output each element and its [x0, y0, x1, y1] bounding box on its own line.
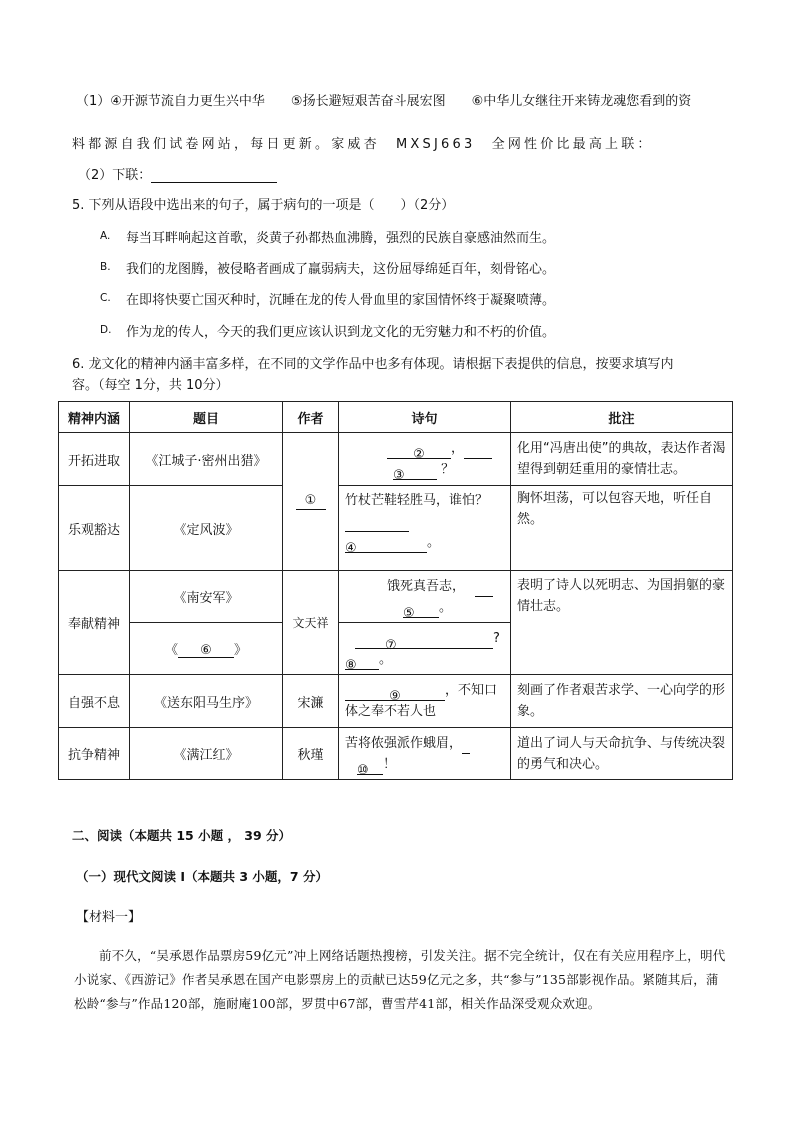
option-letter: D. [100, 324, 112, 336]
section-heading: 二、阅读（本题共 15 小题 ， 39 分） [72, 828, 292, 843]
spirit-cell: 开拓进取 [59, 433, 130, 486]
poem-cell [339, 571, 511, 623]
punct: 。 [439, 599, 453, 615]
blank-10[interactable] [357, 760, 383, 778]
poem-text: 体之奉不若人也 [345, 704, 437, 719]
blank-number: ② [413, 447, 425, 462]
blank-3[interactable] [393, 465, 437, 483]
poem-cell [339, 728, 511, 780]
answer-blank[interactable] [151, 168, 277, 183]
blank-4-lead[interactable] [345, 517, 409, 532]
table-row [59, 675, 733, 728]
material-title: 【材料一】 [76, 910, 142, 925]
spirit-cell: 乐观豁达 [59, 486, 130, 571]
blank-number: ③ [393, 468, 405, 483]
option-letter: A. [100, 230, 111, 242]
q5-stem: 5. 下列从语段中选出来的句子，属于病句的一项是（ ）（2分） [72, 198, 455, 213]
author-cell: 文天祥 [283, 571, 339, 675]
blank-number: ⑧ [345, 657, 357, 673]
title-cell: 《满江红》 [130, 728, 283, 780]
subsection-heading: （一）现代文阅读 I（本题共 3 小题，7 分） [76, 869, 328, 884]
blank-5-lead[interactable] [475, 582, 493, 597]
blank-number: ⑦ [385, 637, 397, 653]
punct: 。 [427, 535, 441, 550]
bracket: 》 [234, 643, 248, 658]
option-text: 在即将快要亡国灭种时，沉睡在龙的传人骨血里的家国情怀终于凝聚喷薄。 [126, 293, 556, 308]
spirit-table [58, 401, 733, 780]
header-title: 题目 [130, 402, 283, 433]
punct: ？ [441, 462, 455, 477]
poem-text: 竹杖芒鞋轻胜马，谁怕？ [345, 493, 489, 508]
poem-cell [339, 623, 511, 675]
note-cell: 表明了诗人以死明志、为国捐躯的豪情壮志。 [511, 571, 733, 675]
punct: ！ [383, 756, 397, 772]
pair-line-2: 料都源自我们试卷网站，每日更新。家威杏 MXSJ663 全网性价比最高上联： [72, 137, 654, 152]
note-cell: 道出了词人与天命抗争、与传统决裂的勇气和决心。 [511, 728, 733, 780]
note-cell: 胸怀坦荡，可以包容天地，听任自然。 [511, 486, 733, 571]
blank-1[interactable] [296, 493, 326, 510]
header-author: 作者 [283, 402, 339, 433]
q6-stem-line1: 6. 龙文化的精神内涵丰富多样，在不同的文学作品中也多有体现。请根据下表提供的信息，按要求填写内 [72, 357, 674, 372]
poem-cell [339, 433, 511, 486]
blank-number: ⑩ [357, 762, 369, 778]
option-letter: C. [100, 292, 111, 304]
table-row [59, 433, 733, 486]
poem-text: 饿死真吾志， [387, 578, 466, 594]
table-header-row [59, 402, 733, 433]
punct: ， [451, 441, 465, 456]
poem-cell [339, 675, 511, 728]
blank-5[interactable] [403, 603, 439, 621]
note-cell: 化用“冯唐出使”的典故，表达作者渴望得到朝廷重用的豪情壮志。 [511, 433, 733, 486]
title-cell: 《送东阳马生序》 [130, 675, 283, 728]
spirit-cell: 自强不息 [59, 675, 130, 728]
poem-cell [339, 486, 511, 571]
title-cell: 《江城子·密州出猎》 [130, 433, 283, 486]
title-cell: 《南安军》 [130, 571, 283, 623]
note-cell: 刻画了作者艰苦求学、一心向学的形象。 [511, 675, 733, 728]
option-text: 作为龙的传人，今天的我们更应该认识到龙文化的无穷魅力和不朽的价值。 [126, 325, 556, 340]
author-cell: 宋濂 [283, 675, 339, 728]
blank-8[interactable] [345, 655, 379, 673]
option-text: 每当耳畔响起这首歌，炎黄子孙都热血沸腾，强烈的民族自豪感油然而生。 [126, 231, 556, 246]
header-spirit: 精神内涵 [59, 402, 130, 433]
option-text: 我们的龙图腾，被侵略者画成了羸弱病夫，这份屈辱绵延百年，刻骨铭心。 [126, 262, 556, 277]
blank-2[interactable] [387, 444, 451, 462]
title-cell: 《定风波》 [130, 486, 283, 571]
spirit-cell: 奉献精神 [59, 571, 130, 675]
spirit-cell: 抗争精神 [59, 728, 130, 780]
author-cell [283, 433, 339, 571]
blank-2-tail[interactable] [464, 444, 492, 459]
blank-10-lead[interactable] [462, 739, 470, 754]
blank-number: ④ [345, 541, 357, 556]
pair-line-1: （1）④开源节流自力更生兴中华 ⑤扬长避短艰苦奋斗展宏图 ⑥中华儿女继往开来铸龙魂您看到的资 [76, 94, 692, 109]
header-note: 批注 [511, 402, 733, 433]
table-row [59, 486, 733, 571]
blank-6[interactable] [178, 643, 234, 658]
author-cell: 秋瑾 [283, 728, 339, 780]
answer-line [78, 164, 277, 183]
table-row [59, 728, 733, 780]
poem-text: ，不知口 [445, 683, 498, 698]
table-row [59, 571, 733, 623]
blank-9[interactable] [345, 686, 445, 704]
q6-stem-line2: 容。（每空 1分，共 10分） [72, 378, 229, 393]
blank-number: ⑨ [389, 689, 401, 704]
material-body: 前不久，“吴承恩作品票房59亿元”冲上网络话题热搜榜，引发关注。据不完全统计，仅在有关应用程序上，明代小说家、《西游记》作者吴承恩在国产电影票房上的贡献已达59亿元之多，共“参与”135部影视作品。紧随其后，蒲松龄“参与”作品120部，施耐庵100部，罗贯中67部，曹雪芹41部，相关作品深受观众欢迎。 [74, 948, 726, 1011]
header-poem: 诗句 [339, 402, 511, 433]
answer-label: （2）下联： [78, 168, 152, 183]
option-letter: B. [100, 261, 111, 273]
bracket: 《 [164, 643, 178, 658]
blank-7[interactable] [355, 635, 493, 653]
blank-number: ① [304, 493, 317, 508]
punct: 。 [379, 651, 393, 667]
blank-number: ⑤ [403, 605, 415, 621]
blank-number: ⑥ [200, 643, 212, 658]
title-cell [130, 623, 283, 675]
poem-text: 苦将侬强派作蛾眉， [345, 735, 463, 751]
punct: ? [493, 630, 500, 646]
blank-4[interactable] [345, 538, 427, 556]
